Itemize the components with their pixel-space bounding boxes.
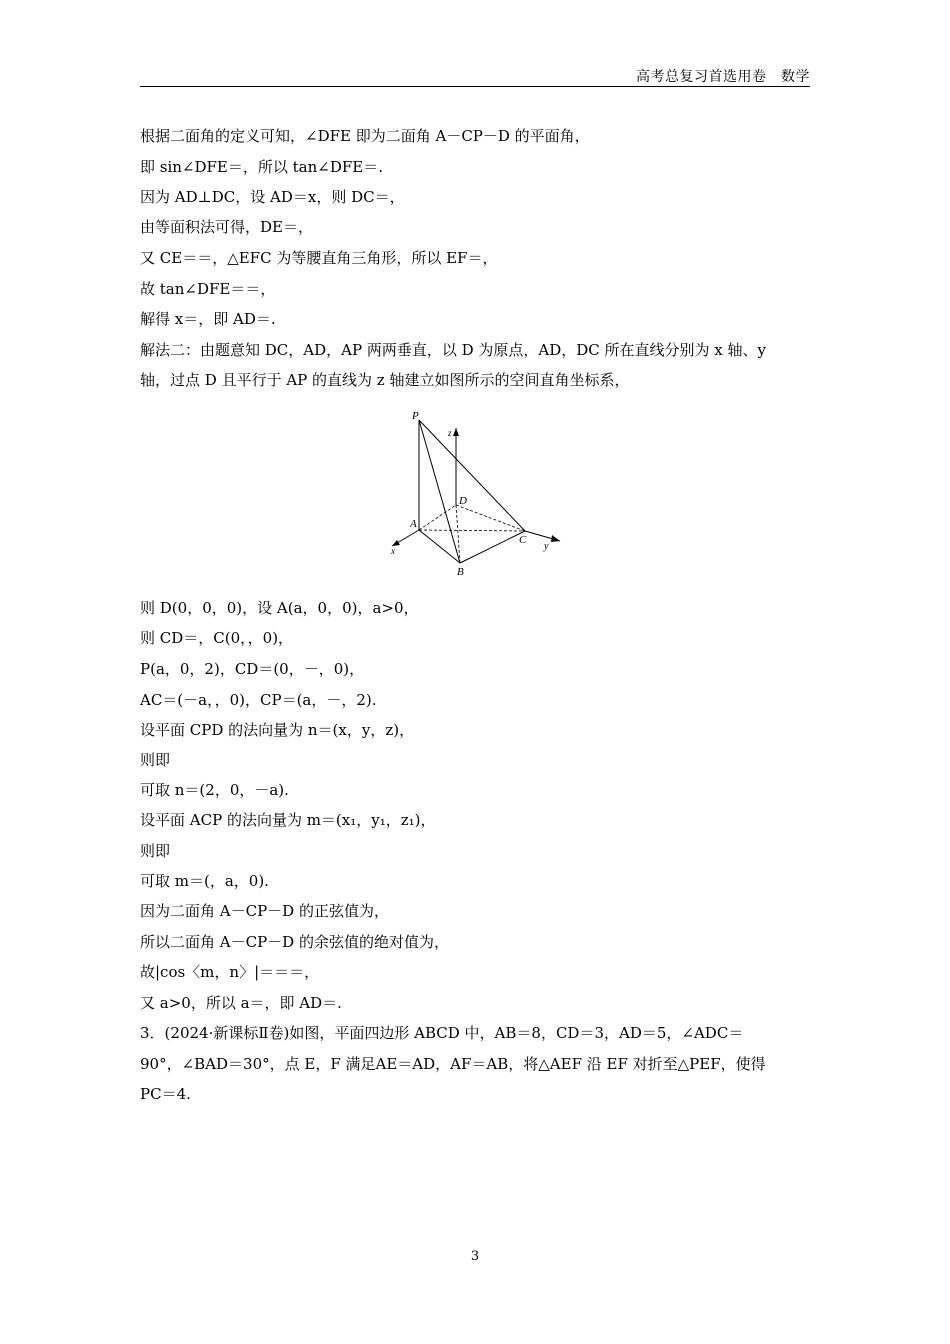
text-line: 则 D(0，0，0)，设 A(a，0，0)，a>0， xyxy=(140,599,419,617)
text-line: 又 a>0，所以 a＝，即 AD＝. xyxy=(140,994,342,1012)
text-line: 设平面 ACP 的法向量为 m＝(x₁，y₁，z₁)， xyxy=(140,811,436,829)
edge-dc-dashed xyxy=(456,505,525,531)
text-line: 根据二面角的定义可知，∠DFE 即为二面角 A－CP－D 的平面角， xyxy=(140,127,590,145)
text-line: 轴，过点 D 且平行于 AP 的直线为 z 轴建立如图所示的空间直角坐标系， xyxy=(140,371,630,389)
text-line: 则 CD＝，C(0，，0)， xyxy=(140,629,294,647)
text-line: 又 CE＝＝，△EFC 为等腰直角三角形，所以 EF＝， xyxy=(140,249,498,267)
coordinate-figure xyxy=(382,408,574,580)
label-y: y xyxy=(544,541,549,552)
page-number: 3 xyxy=(470,1249,480,1264)
text-line: 则即 xyxy=(140,751,171,769)
text-line: 即 sin∠DFE＝，所以 tan∠DFE＝. xyxy=(140,158,383,176)
text-line: 因为 AD⊥DC，设 AD＝x，则 DC＝， xyxy=(140,188,405,206)
header-title: 高考总复习首选用卷 数学 xyxy=(636,69,810,85)
page-header xyxy=(140,66,810,87)
text-line: AC＝(－a，，0)，CP＝(a，－，2). xyxy=(140,691,377,709)
text-line: 则即 xyxy=(140,842,171,860)
y-axis-arrow xyxy=(551,535,560,542)
label-p: P xyxy=(412,410,419,422)
z-axis-arrow xyxy=(453,428,459,436)
text-line: 3．(2024·新课标Ⅱ卷)如图，平面四边形 ABCD 中，AB＝8，CD＝3，AD＝5，∠ADC＝ xyxy=(140,1024,744,1042)
text-line: 可取 n＝(2，0，－a). xyxy=(140,781,289,799)
label-x: x xyxy=(391,546,395,556)
text-line: 解得 x＝，即 AD＝. xyxy=(140,310,276,328)
text-line: 可取 m＝(，a，0). xyxy=(140,872,269,890)
edge-bc xyxy=(460,531,525,563)
text-line: 因为二面角 A－CP－D 的正弦值为， xyxy=(140,902,389,920)
text-line: P(a，0，2)，CD＝(0，－，0)， xyxy=(140,660,365,678)
label-z: z xyxy=(448,428,452,438)
text-line: 故|cos〈m，n〉|＝＝＝， xyxy=(140,963,320,981)
edge-ab xyxy=(419,530,460,563)
label-d: D xyxy=(459,495,467,507)
label-c: C xyxy=(519,534,527,546)
edge-ad-dashed xyxy=(419,505,456,530)
label-b: B xyxy=(457,566,464,578)
text-line: 90°，∠BAD＝30°，点 E，F 满足AE＝AD，AF＝AB，将△AEF 沿 EF 对折至△PEF，使得 xyxy=(140,1055,766,1073)
text-line: 所以二面角 A－CP－D 的余弦值的绝对值为， xyxy=(140,933,449,951)
label-a: A xyxy=(410,518,417,530)
text-line: 设平面 CPD 的法向量为 n＝(x，y，z)， xyxy=(140,721,415,739)
text-line: 解法二：由题意知 DC，AD，AP 两两垂直，以 D 为原点，AD，DC 所在直线分别为 x 轴、y xyxy=(140,341,766,359)
text-line: PC＝4. xyxy=(140,1085,191,1103)
text-line: 由等面积法可得，DE＝， xyxy=(140,218,313,236)
edge-ac-dashed xyxy=(419,530,525,531)
text-line: 故 tan∠DFE＝＝， xyxy=(140,280,276,298)
